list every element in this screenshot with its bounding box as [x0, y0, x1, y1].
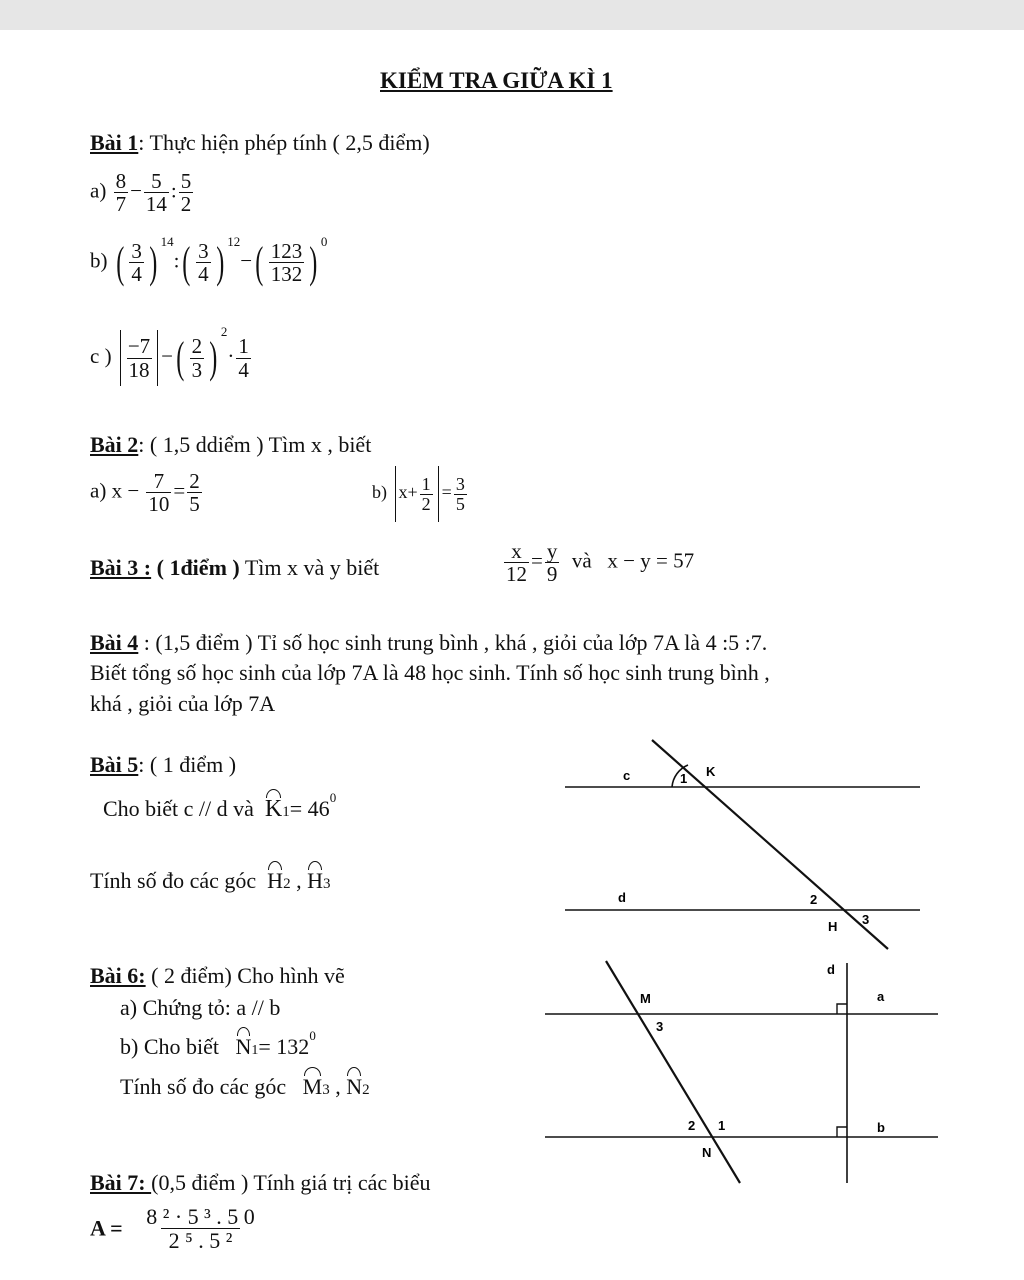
bai1-b-op2: −: [240, 248, 253, 273]
bai1-heading: [90, 130, 430, 156]
bai3-f2d: 9: [546, 562, 558, 587]
label-n1: 1: [718, 1118, 726, 1133]
label-c: c: [623, 768, 631, 783]
label-m: M: [640, 991, 651, 1006]
bai6-b: [120, 1028, 316, 1060]
bai6-label: Bài 6:: [90, 963, 146, 988]
label-d: d: [618, 890, 626, 905]
label-h: H: [828, 919, 838, 934]
bai2-a-f1d: 10: [148, 492, 170, 517]
bai7-label: Bài 7:: [90, 1170, 152, 1195]
bai2-b-f2n: 3: [455, 473, 465, 494]
bai7-expr: [90, 1205, 265, 1252]
bai2-heading: [90, 432, 371, 458]
bai4-line1-text: : (1,5 điểm ) Tỉ số học sinh trung bình , khá , giỏi của lớp 7A là 4 :5 :7.: [138, 630, 768, 655]
bai6-n1-sub: 1: [251, 1043, 259, 1058]
right-angle-b: [837, 1127, 847, 1137]
bai1-a-tag: a): [90, 178, 107, 203]
bai6-a: a) Chứng tỏ: a // b: [120, 995, 281, 1020]
transversal-k-h: [652, 740, 888, 949]
bai6-n2-sub: 2: [362, 1082, 370, 1098]
label-h2: 2: [810, 892, 818, 907]
bai2-b-x: x+: [398, 482, 418, 503]
bai1-b-e3: 0: [320, 234, 328, 249]
bai2-a-f1n: 7: [153, 469, 165, 493]
bai3-f1d: 12: [506, 562, 527, 587]
bai3-and: và: [571, 548, 592, 573]
bai1-c-f2n: 2: [191, 334, 203, 359]
bai3-cond: x − y = 57: [607, 548, 695, 573]
bai6-m3-sub: 3: [322, 1082, 330, 1098]
bai6-desc: ( 2 điểm) Cho hình vẽ: [145, 963, 345, 988]
bai1-a-f3d: 2: [180, 192, 192, 217]
bai5-k1-val: = 46: [289, 796, 330, 821]
label-a: a: [877, 989, 885, 1004]
bai1-a-f1n: 8: [115, 169, 127, 193]
bai5-k1-deg: 0: [329, 790, 337, 805]
bai5-h3-sub: 3: [322, 876, 331, 892]
page-title: KIỂM TRA GIỮA KÌ 1: [380, 68, 613, 93]
bai1-a-op1: −: [130, 178, 142, 203]
transversal-m-n: [606, 961, 740, 1183]
bai4-label: Bài 4: [90, 630, 139, 655]
bai7-desc: (0,5 điểm ) Tính giá trị các biểu: [151, 1170, 431, 1195]
bai1-b-f1d: 4: [131, 262, 142, 287]
bai3-f1n: x: [511, 539, 522, 563]
bai6-ask-text: Tính số đo các góc: [120, 1074, 287, 1099]
bai3-eq: =: [531, 548, 543, 573]
bai1-b-tag: b): [90, 248, 108, 273]
bai1-c-op1: −: [161, 343, 174, 368]
bai1-label: Bài 1: [90, 130, 139, 155]
bai6-n1: N: [235, 1034, 252, 1059]
label-b: b: [877, 1120, 885, 1135]
bai1-b-f2d: 4: [198, 262, 209, 287]
bai1-c-f3n: 1: [238, 334, 249, 359]
bai1-b-e1: 14: [160, 234, 174, 249]
bai1-c: c ) $\frac{-7}{18}$ −( $\frac{2}{3}$ )$^2$· $\frac{1}{4}$: [90, 330, 253, 386]
bai7-num: 8 ² · 5 ³ . 5 0: [146, 1204, 255, 1229]
bai2-b-f2d: 5: [455, 493, 465, 514]
label-h3: 3: [862, 912, 870, 927]
bai2-b-eq: =: [441, 482, 452, 503]
bai1-c-f3d: 4: [238, 357, 249, 382]
bai5-heading: [90, 752, 236, 778]
bai1-b-e2: 12: [227, 234, 241, 249]
bai2-label: Bài 2: [90, 432, 139, 457]
bai5-ask-text: Tính số đo các góc: [90, 868, 257, 893]
bai5-given-text: Cho biết c // d và: [103, 796, 254, 821]
bai2-b-f1n: 1: [421, 473, 431, 494]
label-k: K: [706, 764, 716, 779]
bai1-b-f2n: 3: [198, 239, 209, 263]
bai6-sep: ,: [329, 1074, 347, 1099]
bai5-desc: : ( 1 điểm ): [138, 752, 237, 777]
bai1-c-f1d: 18: [128, 357, 150, 382]
bai1-a: [90, 170, 195, 215]
bai1-b-f3n: 123: [270, 239, 303, 263]
bai6-figure: [540, 955, 940, 1190]
bai1-a-f2n: 5: [151, 169, 162, 193]
bai5-h3: H: [307, 868, 323, 893]
bai3-expr: [502, 540, 694, 585]
bai6-n2: N: [346, 1074, 363, 1099]
bai2-a-f2d: 5: [189, 492, 200, 517]
bai1-c-op2: ·: [227, 343, 235, 368]
bai5-sep: ,: [290, 868, 308, 893]
bai4-line2: Biết tổng số học sinh của lớp 7A là 48 học sinh. Tính số học sinh trung bình ,: [90, 660, 770, 685]
bai4-line3: khá , giỏi của lớp 7A: [90, 691, 276, 716]
bai1-a-f2d: 14: [145, 192, 167, 217]
bai2-a: [90, 470, 204, 515]
label-n: N: [702, 1145, 712, 1160]
bai6-b-text: b) Cho biết: [120, 1034, 219, 1059]
bai2-a-tag: a) x −: [90, 478, 140, 503]
bai6-ask: [120, 1074, 370, 1100]
bai7-den: 2 ⁵ . 5 ²: [161, 1228, 241, 1252]
bai3-pts: ( 1điểm ): [151, 555, 240, 580]
label-d: d: [827, 962, 835, 977]
right-angle-a: [837, 1004, 847, 1014]
bai2-a-f2n: 2: [189, 469, 200, 493]
bai1-c-tag: c ): [90, 343, 112, 368]
bai1-b-f1n: 3: [131, 239, 142, 263]
bai6-n1-val: = 132: [258, 1034, 310, 1059]
bai3-label: Bài 3 :: [90, 555, 152, 580]
bai7-a: A =: [90, 1215, 123, 1241]
bai3-desc: Tìm x và y biết: [239, 555, 380, 580]
bai3-f2n: y: [546, 539, 558, 563]
label-m3: 3: [656, 1019, 664, 1034]
bai1-c-f1n: −7: [127, 334, 151, 359]
bai1-c-f2d: 3: [191, 357, 203, 382]
viewer-top-bar: [0, 0, 1024, 30]
bai5-figure: [560, 735, 930, 955]
bai1-b: b) ( $\frac{3}{4}$ ) $^{14}$:( $\frac{3}{4}$ ) $^{12}$−( $\frac{123}{132}$ ) $^0$: [90, 234, 328, 287]
bai2-a-eq: =: [173, 478, 186, 503]
bai1-a-f3n: 5: [180, 169, 192, 193]
bai2-b: [372, 466, 469, 522]
bai1-b-f3d: 132: [270, 262, 303, 287]
bai6-m3: M: [302, 1074, 323, 1099]
bai1-a-f1d: 7: [115, 192, 127, 217]
bai5-k1: K: [264, 796, 283, 822]
bai5-ask: [90, 868, 330, 894]
bai1-b-op1: :: [173, 248, 180, 273]
bai5-label: Bài 5: [90, 752, 139, 777]
bai1-c-e2: 2: [220, 324, 228, 339]
bai3-heading: [90, 555, 379, 581]
bai2-b-tag: b): [372, 482, 387, 503]
bai7-heading: [90, 1170, 431, 1196]
bai5-k1-sub: 1: [282, 804, 290, 820]
bai2-desc: : ( 1,5 ddiểm ) Tìm x , biết: [138, 432, 372, 457]
bai6-heading: [90, 963, 345, 989]
bai5-given: [103, 790, 337, 823]
bai5-h2: H: [267, 868, 284, 893]
bai5-h2-sub: 2: [283, 876, 291, 892]
label-n2: 2: [688, 1118, 696, 1133]
bai1-a-op2: :: [170, 178, 177, 203]
bai4-line1: [90, 630, 767, 656]
bai6-n1-deg: 0: [309, 1028, 316, 1043]
label-k1: 1: [680, 771, 688, 786]
bai1-desc: : Thực hiện phép tính ( 2,5 điểm): [138, 130, 430, 155]
bai2-b-f1d: 2: [421, 493, 431, 514]
